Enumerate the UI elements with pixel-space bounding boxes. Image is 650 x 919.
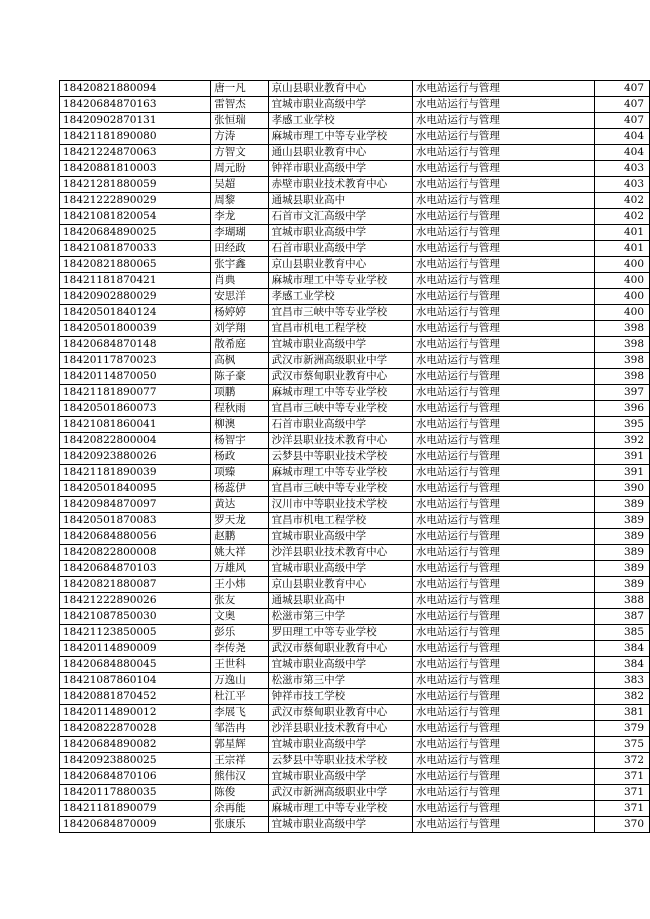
school-cell: 宜昌市三峡中等专业学校: [268, 401, 412, 417]
candidate-id-cell: 18421081820054: [60, 209, 211, 225]
school-cell: 宜昌市机电工程学校: [268, 513, 412, 529]
candidate-id-cell: 18420881870452: [60, 689, 211, 705]
table-row: [60, 545, 650, 561]
candidate-id-cell: 18420684890082: [60, 737, 211, 753]
score-cell: 381: [594, 705, 649, 721]
name-cell: 肖典: [211, 273, 268, 289]
major-cell: 水电站运行与管理: [412, 289, 594, 305]
table-row: [60, 321, 650, 337]
name-cell: 李传尧: [211, 641, 268, 657]
name-cell: 邹浩冉: [211, 721, 268, 737]
name-cell: 雷智杰: [211, 97, 268, 113]
candidate-id-cell: 18420684880045: [60, 657, 211, 673]
name-cell: 柳澳: [211, 417, 268, 433]
score-cell: 400: [594, 305, 649, 321]
school-cell: 宜昌市三峡中等专业学校: [268, 305, 412, 321]
major-cell: 水电站运行与管理: [412, 401, 594, 417]
name-cell: 杜江平: [211, 689, 268, 705]
table-row: [60, 529, 650, 545]
candidate-id-cell: 18421087860104: [60, 673, 211, 689]
school-cell: 宜城市职业高级中学: [268, 529, 412, 545]
table-row: [60, 241, 650, 257]
candidate-id-cell: 18420501870083: [60, 513, 211, 529]
candidate-id-cell: 18420684870148: [60, 337, 211, 353]
score-cell: 404: [594, 145, 649, 161]
name-cell: 郭星辉: [211, 737, 268, 753]
score-cell: 398: [594, 353, 649, 369]
name-cell: 杨智宇: [211, 433, 268, 449]
school-cell: 松滋市第三中学: [268, 673, 412, 689]
candidate-id-cell: 18420684880056: [60, 529, 211, 545]
score-cell: 384: [594, 641, 649, 657]
school-cell: 京山县职业教育中心: [268, 577, 412, 593]
table-row: [60, 497, 650, 513]
school-cell: 通城县职业高中: [268, 593, 412, 609]
major-cell: 水电站运行与管理: [412, 705, 594, 721]
name-cell: 杨婷婷: [211, 305, 268, 321]
major-cell: 水电站运行与管理: [412, 545, 594, 561]
school-cell: 武汉市新洲高级职业中学: [268, 785, 412, 801]
table-row: [60, 369, 650, 385]
school-cell: 云梦县中等职业技术学校: [268, 449, 412, 465]
score-cell: 395: [594, 417, 649, 433]
major-cell: 水电站运行与管理: [412, 801, 594, 817]
school-cell: 石首市文汇高级中学: [268, 209, 412, 225]
school-cell: 京山县职业教育中心: [268, 257, 412, 273]
candidate-id-cell: 18420881810003: [60, 161, 211, 177]
candidate-id-cell: 18420821880087: [60, 577, 211, 593]
score-cell: 403: [594, 161, 649, 177]
major-cell: 水电站运行与管理: [412, 465, 594, 481]
table-row: [60, 449, 650, 465]
table-row: [60, 769, 650, 785]
name-cell: 张宇鑫: [211, 257, 268, 273]
major-cell: 水电站运行与管理: [412, 577, 594, 593]
school-cell: 麻城市理工中等专业学校: [268, 801, 412, 817]
candidate-id-cell: 18420117870023: [60, 353, 211, 369]
name-cell: 文奥: [211, 609, 268, 625]
candidate-id-cell: 18420684870009: [60, 817, 211, 833]
table-row: [60, 513, 650, 529]
name-cell: 万雄风: [211, 561, 268, 577]
name-cell: 方智文: [211, 145, 268, 161]
score-cell: 398: [594, 337, 649, 353]
candidate-id-cell: 18420114870050: [60, 369, 211, 385]
school-cell: 宜城市职业高级中学: [268, 225, 412, 241]
candidate-id-cell: 18420684870163: [60, 97, 211, 113]
school-cell: 宜昌市机电工程学校: [268, 321, 412, 337]
major-cell: 水电站运行与管理: [412, 257, 594, 273]
name-cell: 李瑚瑚: [211, 225, 268, 241]
major-cell: 水电站运行与管理: [412, 481, 594, 497]
score-cell: 371: [594, 801, 649, 817]
candidate-id-cell: 18420902880029: [60, 289, 211, 305]
name-cell: 唐一凡: [211, 81, 268, 97]
table-row: [60, 753, 650, 769]
major-cell: 水电站运行与管理: [412, 337, 594, 353]
name-cell: 程秋雨: [211, 401, 268, 417]
name-cell: 杨蕊伊: [211, 481, 268, 497]
major-cell: 水电站运行与管理: [412, 305, 594, 321]
candidate-id-cell: 18421224870063: [60, 145, 211, 161]
score-cell: 389: [594, 577, 649, 593]
table-row: [60, 161, 650, 177]
school-cell: 石首市职业高级中学: [268, 417, 412, 433]
name-cell: 周元盼: [211, 161, 268, 177]
name-cell: 周黎: [211, 193, 268, 209]
name-cell: 吴超: [211, 177, 268, 193]
candidate-id-cell: 18420501840095: [60, 481, 211, 497]
score-cell: 402: [594, 209, 649, 225]
major-cell: 水电站运行与管理: [412, 241, 594, 257]
school-cell: 宜昌市三峡中等专业学校: [268, 481, 412, 497]
name-cell: 安思洋: [211, 289, 268, 305]
name-cell: 张康乐: [211, 817, 268, 833]
school-cell: 麻城市理工中等专业学校: [268, 129, 412, 145]
school-cell: 麻城市理工中等专业学校: [268, 465, 412, 481]
major-cell: 水电站运行与管理: [412, 145, 594, 161]
table-row: [60, 337, 650, 353]
school-cell: 罗田理工中等专业学校: [268, 625, 412, 641]
candidate-id-cell: 18420822800004: [60, 433, 211, 449]
table-row: [60, 737, 650, 753]
table-row: [60, 673, 650, 689]
table-row: [60, 193, 650, 209]
major-cell: 水电站运行与管理: [412, 753, 594, 769]
school-cell: 孝感工业学校: [268, 289, 412, 305]
school-cell: 宜城市职业高级中学: [268, 337, 412, 353]
candidate-id-cell: 18420821880065: [60, 257, 211, 273]
table-row: [60, 385, 650, 401]
score-cell: 402: [594, 193, 649, 209]
table-row: [60, 705, 650, 721]
name-cell: 张恒瑞: [211, 113, 268, 129]
major-cell: 水电站运行与管理: [412, 225, 594, 241]
table-row: [60, 433, 650, 449]
candidate-id-cell: 18421181890080: [60, 129, 211, 145]
major-cell: 水电站运行与管理: [412, 721, 594, 737]
candidate-id-cell: 18420117880035: [60, 785, 211, 801]
major-cell: 水电站运行与管理: [412, 321, 594, 337]
name-cell: 张友: [211, 593, 268, 609]
school-cell: 京山县职业教育中心: [268, 81, 412, 97]
school-cell: 云梦县中等职业技术学校: [268, 753, 412, 769]
major-cell: 水电站运行与管理: [412, 193, 594, 209]
candidate-id-cell: 18420822800008: [60, 545, 211, 561]
score-cell: 403: [594, 177, 649, 193]
score-cell: 389: [594, 497, 649, 513]
name-cell: 黄达: [211, 497, 268, 513]
major-cell: 水电站运行与管理: [412, 417, 594, 433]
table-row: [60, 593, 650, 609]
name-cell: 田经政: [211, 241, 268, 257]
table-row: [60, 817, 650, 833]
table-row: [60, 481, 650, 497]
school-cell: 汉川市中等职业技术学校: [268, 497, 412, 513]
candidate-id-cell: 18421181890039: [60, 465, 211, 481]
candidate-id-cell: 18421087850030: [60, 609, 211, 625]
major-cell: 水电站运行与管理: [412, 737, 594, 753]
table-row: [60, 401, 650, 417]
candidate-id-cell: 18421222890026: [60, 593, 211, 609]
major-cell: 水电站运行与管理: [412, 593, 594, 609]
school-cell: 武汉市新洲高级职业中学: [268, 353, 412, 369]
table-row: [60, 657, 650, 673]
score-cell: 379: [594, 721, 649, 737]
score-cell: 389: [594, 545, 649, 561]
candidate-id-cell: 18421181870421: [60, 273, 211, 289]
score-cell: 375: [594, 737, 649, 753]
school-cell: 通城县职业高中: [268, 193, 412, 209]
candidate-id-cell: 18421081870033: [60, 241, 211, 257]
table-row: [60, 465, 650, 481]
major-cell: 水电站运行与管理: [412, 353, 594, 369]
table-row: [60, 609, 650, 625]
score-cell: 400: [594, 273, 649, 289]
score-cell: 382: [594, 689, 649, 705]
name-cell: 杨政: [211, 449, 268, 465]
school-cell: 石首市职业高级中学: [268, 241, 412, 257]
results-table-body: [60, 81, 650, 833]
candidate-id-cell: 18420684870103: [60, 561, 211, 577]
candidate-id-cell: 18420114890009: [60, 641, 211, 657]
table-row: [60, 801, 650, 817]
school-cell: 宜城市职业高级中学: [268, 769, 412, 785]
school-cell: 武汉市蔡甸职业教育中心: [268, 705, 412, 721]
candidate-id-cell: 18421181890077: [60, 385, 211, 401]
name-cell: 项臻: [211, 465, 268, 481]
candidate-id-cell: 18420684870106: [60, 769, 211, 785]
score-cell: 388: [594, 593, 649, 609]
score-cell: 407: [594, 113, 649, 129]
score-cell: 391: [594, 449, 649, 465]
score-cell: 370: [594, 817, 649, 833]
major-cell: 水电站运行与管理: [412, 657, 594, 673]
school-cell: 孝感工业学校: [268, 113, 412, 129]
table-row: [60, 145, 650, 161]
score-cell: 371: [594, 785, 649, 801]
school-cell: 宜城市职业高级中学: [268, 737, 412, 753]
major-cell: 水电站运行与管理: [412, 449, 594, 465]
name-cell: 李龙: [211, 209, 268, 225]
school-cell: 麻城市理工中等专业学校: [268, 385, 412, 401]
major-cell: 水电站运行与管理: [412, 561, 594, 577]
candidate-id-cell: 18420902870131: [60, 113, 211, 129]
table-row: [60, 305, 650, 321]
candidate-id-cell: 18421222890029: [60, 193, 211, 209]
school-cell: 松滋市第三中学: [268, 609, 412, 625]
major-cell: 水电站运行与管理: [412, 209, 594, 225]
candidate-id-cell: 18420821880094: [60, 81, 211, 97]
school-cell: 沙洋县职业技术教育中心: [268, 545, 412, 561]
school-cell: 赤壁市职业技术教育中心: [268, 177, 412, 193]
table-row: [60, 113, 650, 129]
candidate-id-cell: 18420114890012: [60, 705, 211, 721]
table-row: [60, 721, 650, 737]
candidate-id-cell: 18421281880059: [60, 177, 211, 193]
score-cell: 391: [594, 465, 649, 481]
candidate-id-cell: 18420501800039: [60, 321, 211, 337]
name-cell: 王宗祥: [211, 753, 268, 769]
results-table: [59, 80, 650, 833]
table-row: [60, 641, 650, 657]
name-cell: 高枫: [211, 353, 268, 369]
major-cell: 水电站运行与管理: [412, 385, 594, 401]
major-cell: 水电站运行与管理: [412, 177, 594, 193]
name-cell: 刘学翔: [211, 321, 268, 337]
candidate-id-cell: 18420984870097: [60, 497, 211, 513]
major-cell: 水电站运行与管理: [412, 433, 594, 449]
table-row: [60, 417, 650, 433]
table-row: [60, 209, 650, 225]
candidate-id-cell: 18421081860041: [60, 417, 211, 433]
table-row: [60, 81, 650, 97]
name-cell: 余再能: [211, 801, 268, 817]
candidate-id-cell: 18420822870028: [60, 721, 211, 737]
candidate-id-cell: 18421181890079: [60, 801, 211, 817]
major-cell: 水电站运行与管理: [412, 609, 594, 625]
school-cell: 沙洋县职业技术教育中心: [268, 433, 412, 449]
table-row: [60, 257, 650, 273]
major-cell: 水电站运行与管理: [412, 113, 594, 129]
school-cell: 麻城市理工中等专业学校: [268, 273, 412, 289]
name-cell: 李展飞: [211, 705, 268, 721]
major-cell: 水电站运行与管理: [412, 369, 594, 385]
school-cell: 武汉市蔡甸职业教育中心: [268, 641, 412, 657]
name-cell: 赵鹏: [211, 529, 268, 545]
table-row: [60, 625, 650, 641]
table-row: [60, 353, 650, 369]
score-cell: 400: [594, 289, 649, 305]
score-cell: 396: [594, 401, 649, 417]
major-cell: 水电站运行与管理: [412, 81, 594, 97]
score-cell: 371: [594, 769, 649, 785]
major-cell: 水电站运行与管理: [412, 625, 594, 641]
major-cell: 水电站运行与管理: [412, 673, 594, 689]
score-cell: 404: [594, 129, 649, 145]
major-cell: 水电站运行与管理: [412, 641, 594, 657]
school-cell: 宜城市职业高级中学: [268, 657, 412, 673]
major-cell: 水电站运行与管理: [412, 97, 594, 113]
major-cell: 水电站运行与管理: [412, 161, 594, 177]
major-cell: 水电站运行与管理: [412, 785, 594, 801]
score-cell: 401: [594, 225, 649, 241]
score-cell: 398: [594, 321, 649, 337]
candidate-id-cell: 18420501860073: [60, 401, 211, 417]
score-cell: 387: [594, 609, 649, 625]
name-cell: 陈俊: [211, 785, 268, 801]
candidate-id-cell: 18420684890025: [60, 225, 211, 241]
score-cell: 385: [594, 625, 649, 641]
name-cell: 熊伟汉: [211, 769, 268, 785]
school-cell: 宜城市职业高级中学: [268, 97, 412, 113]
school-cell: 沙洋县职业技术教育中心: [268, 721, 412, 737]
score-cell: 390: [594, 481, 649, 497]
name-cell: 陈子豪: [211, 369, 268, 385]
major-cell: 水电站运行与管理: [412, 689, 594, 705]
score-cell: 398: [594, 369, 649, 385]
major-cell: 水电站运行与管理: [412, 769, 594, 785]
candidate-id-cell: 18420923880026: [60, 449, 211, 465]
table-row: [60, 577, 650, 593]
score-cell: 401: [594, 241, 649, 257]
name-cell: 彭乐: [211, 625, 268, 641]
score-cell: 392: [594, 433, 649, 449]
score-cell: 397: [594, 385, 649, 401]
school-cell: 钟祥市技工学校: [268, 689, 412, 705]
candidate-id-cell: 18420923880025: [60, 753, 211, 769]
table-row: [60, 97, 650, 113]
candidate-id-cell: 18420501840124: [60, 305, 211, 321]
table-row: [60, 273, 650, 289]
school-cell: 通山县职业教育中心: [268, 145, 412, 161]
name-cell: 散希庭: [211, 337, 268, 353]
score-cell: 407: [594, 97, 649, 113]
school-cell: 宜城市职业高级中学: [268, 561, 412, 577]
major-cell: 水电站运行与管理: [412, 513, 594, 529]
table-row: [60, 289, 650, 305]
school-cell: 武汉市蔡甸职业教育中心: [268, 369, 412, 385]
name-cell: 王小炜: [211, 577, 268, 593]
name-cell: 万逸山: [211, 673, 268, 689]
score-cell: 407: [594, 81, 649, 97]
score-cell: 384: [594, 657, 649, 673]
score-cell: 372: [594, 753, 649, 769]
name-cell: 项鹏: [211, 385, 268, 401]
table-row: [60, 129, 650, 145]
table-row: [60, 689, 650, 705]
score-cell: 400: [594, 257, 649, 273]
name-cell: 姚大祥: [211, 545, 268, 561]
major-cell: 水电站运行与管理: [412, 817, 594, 833]
table-row: [60, 225, 650, 241]
candidate-id-cell: 18421123850005: [60, 625, 211, 641]
table-row: [60, 561, 650, 577]
table-row: [60, 785, 650, 801]
score-cell: 383: [594, 673, 649, 689]
name-cell: 罗天龙: [211, 513, 268, 529]
major-cell: 水电站运行与管理: [412, 129, 594, 145]
major-cell: 水电站运行与管理: [412, 497, 594, 513]
score-cell: 389: [594, 561, 649, 577]
score-cell: 389: [594, 513, 649, 529]
table-row: [60, 177, 650, 193]
name-cell: 王世科: [211, 657, 268, 673]
school-cell: 宜城市职业高级中学: [268, 817, 412, 833]
score-cell: 389: [594, 529, 649, 545]
major-cell: 水电站运行与管理: [412, 273, 594, 289]
major-cell: 水电站运行与管理: [412, 529, 594, 545]
name-cell: 方涛: [211, 129, 268, 145]
school-cell: 钟祥市职业高级中学: [268, 161, 412, 177]
